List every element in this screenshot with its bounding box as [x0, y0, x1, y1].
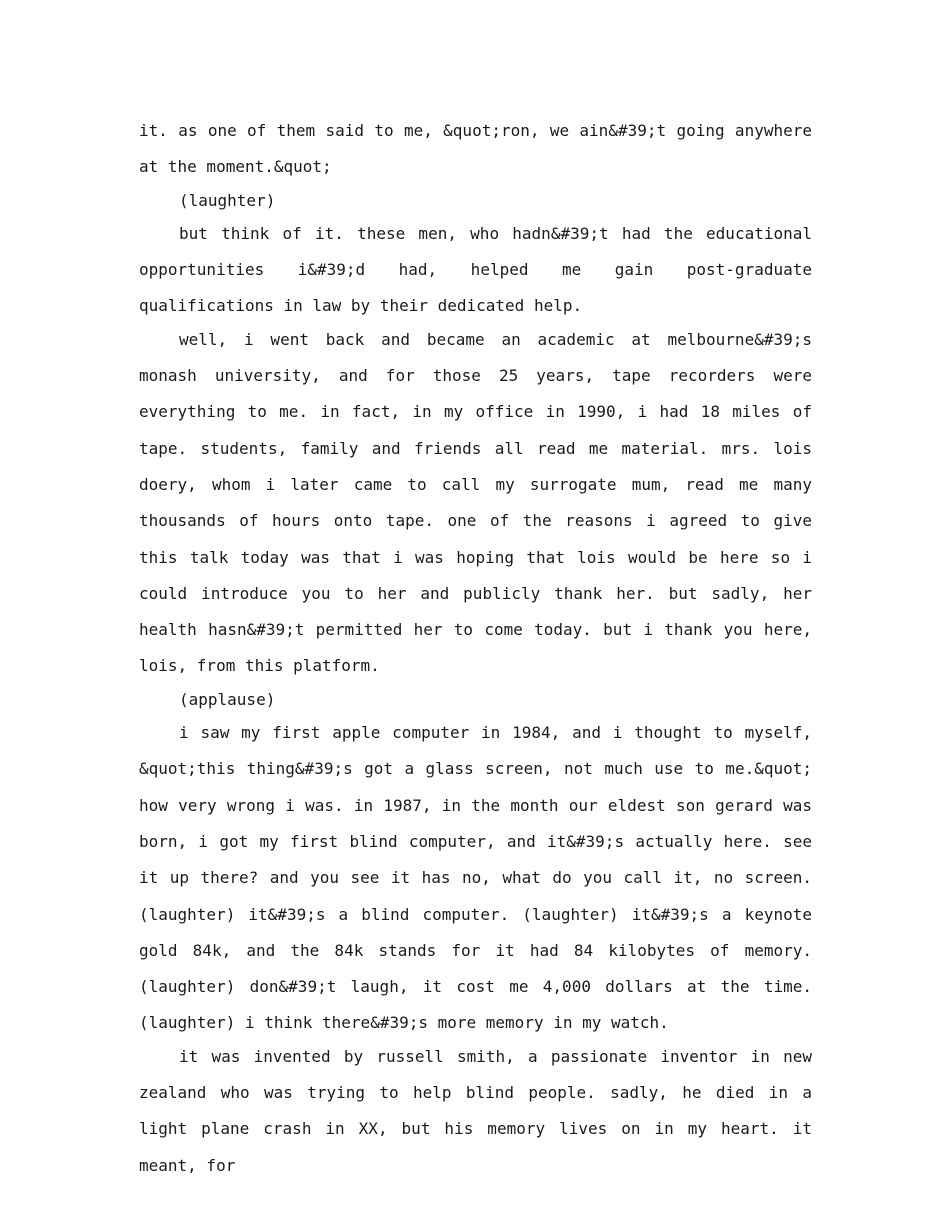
document-body: [139, 113, 812, 1181]
paragraph-russell-smith: it was invented by russell smith, a passionate inventor in new zealand who was trying to help blind people. sadly, he died in a light plane crash in XX, but his memory lives on in my heart. it meant, for: [139, 1046, 812, 1175]
paragraph-applause: (applause): [179, 689, 276, 709]
paragraph-laughter: (laughter): [179, 190, 276, 210]
paragraph-think-of-it: but think of it. these men, who hadn&#39;t had the educational opportunities i&#39;d had, helped me gain post-graduate qualifications in law by their dedicated help.: [139, 223, 812, 316]
paragraph-monash-university: well, i went back and became an academic at melbourne&#39;s monash university, and for those 25 years, tape recorders were everything to me. in fact, in my office in 1990, i had 18 miles of tape. students, family and friends all read me material. mrs. lois doery, whom i later came to call my surrogate mum, read me many thousands of hours onto tape. one of the reasons i agreed to give this talk today was that i was hoping that lois would be here so i could introduce you to her and publicly thank her. but sadly, her health hasn&#39;t permitted her to come today. but i thank you here, lois, from this platform.: [139, 329, 812, 676]
paragraph-apple-computer: i saw my first apple computer in 1984, and i thought to myself, &quot;this thing&#39;s got a glass screen, not much use to me.&quot; how very wrong i was. in 1987, in the month our eldest son gerard was born, i got my first blind computer, and it&#39;s actually here. see it up there? and you see it has no, what do you call it, no screen. (laughter) it&#39;s a blind computer. (laughter) it&#39;s a keynote gold 84k, and the 84k stands for it had 84 kilobytes of memory. (laughter) don&#39;t laugh, it cost me 4,000 dollars at the time. (laughter) i think there&#39;s more memory in my watch.: [139, 723, 812, 1033]
paragraph-continuation: it. as one of them said to me, &quot;ron, we ain&#39;t going anywhere at the moment.&quot;: [139, 121, 812, 177]
